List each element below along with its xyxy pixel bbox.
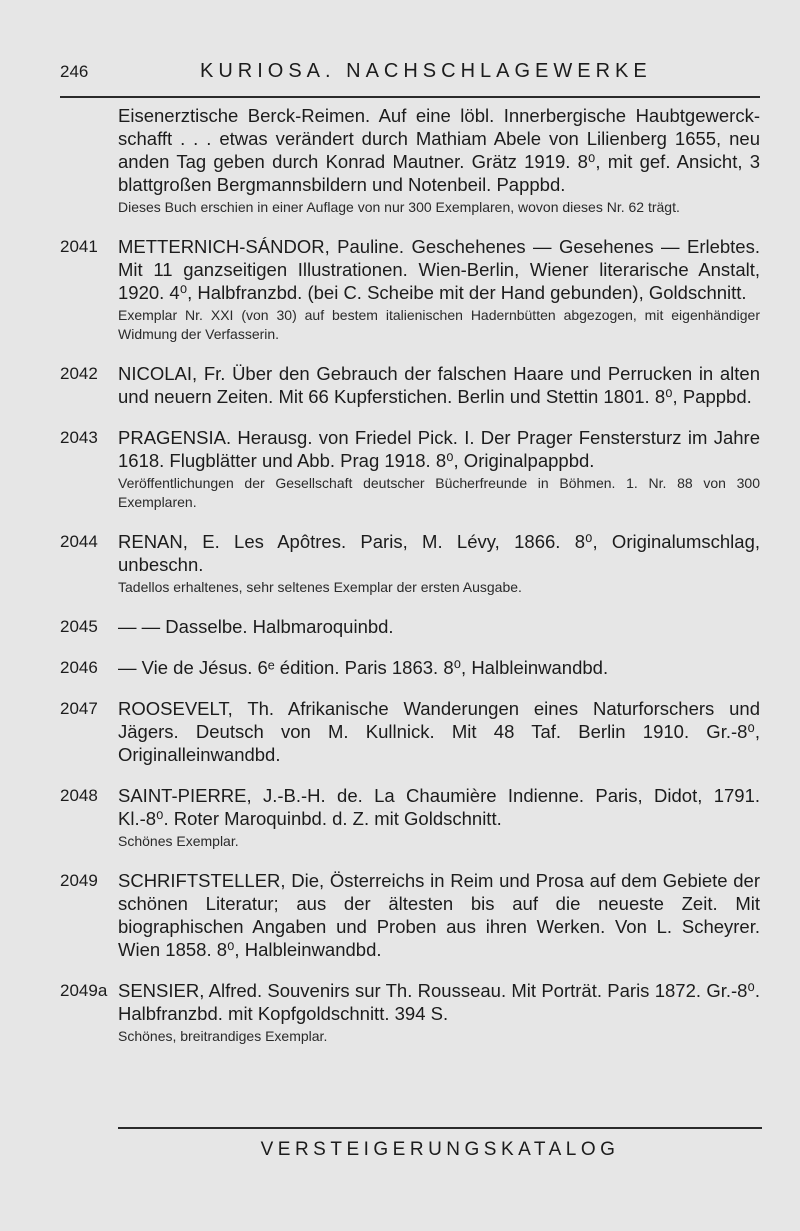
entry-note: Schönes Exemplar.: [118, 833, 239, 849]
entry-description: Eisenerztische Berck-Reimen. Auf eine löbl. Innerbergische Haubtgewerck-schafft . . . etwas verändert durch Mathiam Abele von Lilienberg 1655, neu anden Tag geben durch Konrad Mautner. Grätz 1919. 8⁰, mit gef. Ansicht, 3 blattgroßen Bergmannsbildern und Notenbeil. Pappbd.: [118, 105, 760, 195]
entry-description: SCHRIFTSTELLER, Die, Österreichs in Reim und Prosa auf dem Gebiete der schönen Literatur; aus der ältesten bis auf die neueste Zeit. Mit biographischen Angaben und Proben aus ihren Werken. Von L. Scheyrer. Wien 1858. 8⁰, Halbleinwandbd.: [118, 870, 760, 960]
lot-number: 2045: [60, 617, 98, 636]
lot-number: 2044: [60, 532, 98, 551]
entry-description: NICOLAI, Fr. Über den Gebrauch der falschen Haare und Perrucken in alten und neuern Zeiten. Mit 66 Kupferstichen. Berlin und Stettin 1801. 8⁰, Pappbd.: [118, 363, 760, 407]
catalog-entry: [0, 697, 800, 766]
running-head: KURIOSA. NACHSCHLAGEWERKE: [200, 60, 652, 82]
catalog-entry: [0, 235, 800, 344]
lot-number: 2048: [60, 786, 98, 805]
entry-note: Exemplar Nr. XXI (von 30) auf bestem italienischen Hadernbütten abgezogen, mit eigenhändiger Widmung der Verfasserin.: [118, 307, 760, 342]
entry-note: Dieses Buch erschien in einer Auflage von nur 300 Exemplaren, wovon dieses Nr. 62 trägt.: [118, 199, 680, 215]
catalog-entry: [0, 784, 800, 851]
entry-description: ROOSEVELT, Th. Afrikanische Wanderungen eines Naturforschers und Jägers. Deutsch von M. Kullnick. Mit 48 Taf. Berlin 1910. Gr.-8⁰, Originalleinwandbd.: [118, 698, 760, 765]
entry-description: METTERNICH-SÁNDOR, Pauline. Geschehenes — Gesehenes — Erlebtes. Mit 11 ganzseitigen Illustrationen. Wien-Berlin, Wiener literarische Anstalt, 1920. 4⁰, Halbfranzbd. (bei C. Scheibe mit der Hand gebunden), Goldschnitt.: [118, 236, 760, 303]
entry-description: — Vie de Jésus. 6ᵉ édition. Paris 1863. 8⁰, Halbleinwandbd.: [118, 657, 609, 678]
lot-number: 2049a: [60, 981, 108, 1000]
lot-number: 2047: [60, 699, 98, 718]
catalog-entry: [0, 656, 800, 679]
catalog-entry: [0, 530, 800, 597]
catalog-entries: [0, 104, 800, 1064]
catalog-entry: [0, 615, 800, 638]
entry-description: — — Dasselbe. Halbmaroquinbd.: [118, 616, 394, 637]
entry-description: SENSIER, Alfred. Souvenirs sur Th. Rousseau. Mit Porträt. Paris 1872. Gr.-8⁰. Halbfranzbd. mit Kopfgoldschnitt. 394 S.: [118, 980, 760, 1024]
catalog-entry: [0, 979, 800, 1046]
catalog-entry: [0, 362, 800, 408]
entry-note: Schönes, breitrandiges Exemplar.: [118, 1028, 328, 1044]
entry-description: RENAN, E. Les Apôtres. Paris, M. Lévy, 1866. 8⁰, Originalumschlag, unbeschn.: [118, 531, 760, 575]
catalog-entry: [0, 104, 800, 217]
lot-number: 2042: [60, 364, 98, 383]
page-number: 246: [60, 62, 89, 81]
catalog-entry: [0, 426, 800, 512]
lot-number: 2046: [60, 658, 98, 677]
lot-number: 2049: [60, 871, 98, 890]
lot-number: 2043: [60, 428, 98, 447]
footer-rule: [118, 1127, 762, 1129]
entry-note: Veröffentlichungen der Gesellschaft deutscher Bücherfreunde in Böhmen. 1. Nr. 88 von 300 Exemplaren.: [118, 475, 760, 510]
catalog-entry: [0, 869, 800, 961]
page-footer: VERSTEIGERUNGSKATALOG: [260, 1139, 620, 1160]
header-rule: [60, 96, 760, 98]
entry-note: Tadellos erhaltenes, sehr seltenes Exemplar der ersten Ausgabe.: [118, 579, 522, 595]
lot-number: 2041: [60, 237, 98, 256]
entry-description: PRAGENSIA. Herausg. von Friedel Pick. I. Der Prager Fenstersturz im Jahre 1618. Flugblätter und Abb. Prag 1918. 8⁰, Originalpappbd.: [118, 427, 760, 471]
page-header: [60, 62, 760, 96]
entry-description: SAINT-PIERRE, J.-B.-H. de. La Chaumière Indienne. Paris, Didot, 1791. Kl.-8⁰. Roter Maroquinbd. d. Z. mit Goldschnitt.: [118, 785, 760, 829]
